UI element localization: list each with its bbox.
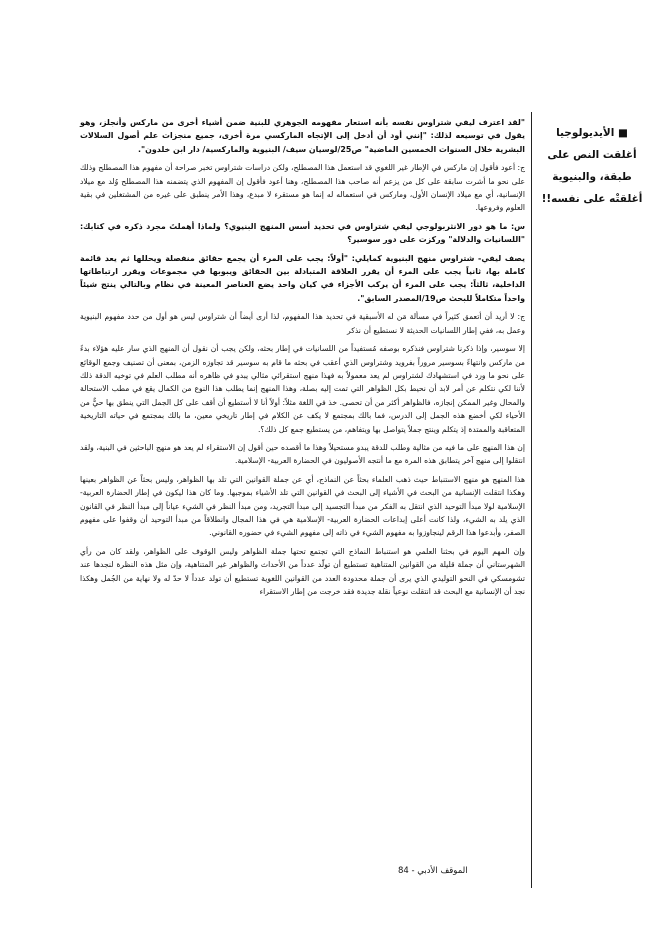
answer-paragraph: ج: أعود فأقول إن ماركس في الإطار غير اللغوي قد استعمل هذا المصطلح، ولكن دراسات شتراوس تخبر صراحة أن مفهوم هذا المصطلح وذلك على نحو ما أشرت سابقة على كل من يزعم أنه صاحب هذا المصطلح، وهنا أعود فأقول إن المفهوم الذي يتضمنه هذا المصطلح وُلد مع ميلاد الإنسانية، أي مع ميلاد الإنسان الأول، وماركس في استعماله له إنما هو مستقرء لا مبدع، وهذا الأمر ينطبق على غيره من المشتغلين في بقية العلوم وفروعها. (80, 163, 525, 213)
quote-paragraph: "لقد اعترف ليفي شتراوس نفسه بأنه استعار مفهومه الجوهري للبنية ضمن أشياء أخرى من ماركس وأنجلز، وهو يقول في توسيعه لذلك: "إنني أود أن أدخل إلى الإتجاه الماركسي مرة أخرى، جميع منجزات علم أصول السلالات البشرية خلال السنوات الخمسين الماضية" ص25/لوسيان سيف/ البنيوية والماركسية/ دار ابن خلدون". (80, 118, 525, 154)
sidebar-line: أغلقت النص على (547, 149, 637, 161)
column-divider (531, 112, 532, 888)
body-paragraph: إلا سوسير، وإذا ذكرنا شتراوس فنذكره بوصفه مُستفيداً من اللسانيات في إطار بحثه، ولكن يجب أن نقول أن المنهج الذي سار عليه هؤلاء بدءً من ماركس وانتهاءً بسوسير مروراً بفرويد وشتراوس الذي أعقب في بحثه ما قام به سوسير قد تجاوزه الزمن، بمعنى أن تصنيف وجمع الوقائع على نحو ما ورد في استشهادك لشتراوس لم يعد معمولاً به فهذا منهج استقرائي مثالي يبدو في ظاهره أنه مطلب العلم في توخيه الدقة ذلك لأننا لكي نتكلم عن أمر لابد أن نحيط بكل الظواهر التي تمت إليه بصلة، وهذا المنهج إنما يطلب هذا النوع من الكمال يقع في مطب الاستحالة والمحال وغير الممكن إنجازه، فالظواهر أكثر من أن تحصى. خذ في اللغة مثلاً: أولاً أنا لا أستطيع أن أقف على كل الجمل التي ينطق بها حيٌّ من الأحياء لكي أخضع هذه الجمل إلى الدرس، فما بالك بمجتمع لا يكف عن الكلام في إطار تاريخي معين، ما بالك بمجتمع في حياته التاريخية المتعاقبة والممتدة إذ يتكلم وينتج جملاً يتواصل بها ويتفاهم، من يستطيع جمع كل ذلك؟. (80, 344, 525, 434)
quote-paragraph: يصف ليفي- شتراوس منهج البنيوية كمايلي: "أولاً: يجب على المرء أن يجمع حقائق منفصلة ويحللها ثم يعد قائمة كاملة بها، ثانياً يجب على المرء أن يقرر العلاقة المتبادلة بين الحقائق ويبوبها في مجموعات ويقرر ارتباطاتها الداخلية، ثالثاً: يجب على المرء أن يركب الأجزاء في كيان واحد يضع العناصر المعينة في نظام وبالتالي ينتج شيئاً واحداً متكاملاً للبحث ص19/المصدر السابق". (80, 253, 525, 303)
sidebar-line: ■ الأيديولوجيا (556, 127, 628, 139)
sidebar-callout (538, 122, 646, 210)
question-paragraph: س: ما هو دور الانثربولوجي ليفي شتراوس في تحديد أسس المنهج البنيوي؟ ولماذا أهملتَ مجرد ذكره في كتابك: "اللسانيات والدلالة" وركزت على دور سوسير؟ (80, 221, 525, 245)
sidebar-line: أغلقتْه على نفسه!! (541, 193, 643, 205)
body-paragraph: هذا المنهج هو منهج الاستنباط حيث ذهب العلماء بحثاً عن النماذج، أي عن جملة القوانين التي تلد بها الظواهر، وليس بحثاً عن الظواهر بعينها وهكذا انتقلت الإنسانية من البحث في الأشياء إلى البحث في القوانين التي تلد الأشياء بموجبها. وما كان هذا ليكون في إطار الحضارة العربية- الإسلامية لولا مبدأ التوحيد الذي انتقل به الفكر من مبدأ التجسيد إلى مبدأ التجريد، ومن مبدأ النظر في الشيء عياناً إلى مبدأ النظر في القانون الذي يلد به الشيء، ولذا كانت أعلى إبداعات الحضارة العربية- الإسلامية هي في هذا المجال وانطلاقاً من مبدأ التوحيد أن وقفوا على مفهوم الصفر، وأبدعوا هذا الرقم لينجاوزوا به مفهوم الشيء في ذاته إلى مفهوم الشيء في حضوره القانوني. (80, 474, 525, 538)
answer-paragraph: ج: لا أريد أن أتعمق كثيراً في مسألة مَن له الأسبقية في تحديد هذا المفهوم، لذا أرى أيضاً أن شتراوس ليس هو أول من حدد مفهوم البنيوية وعمل به، ففي إطار اللسانيات الحديثة لا نستطيع أن نذكر (80, 312, 525, 335)
body-paragraph: إن هذا المنهج على ما فيه من مثالية وطلب للدقة يبدو مستحيلاً وهذا ما أقصده حين أقول إن الاستقراء لم يعد هو منهج الباحثين في البنية، ولقد انتقلوا إلى منهج آخر يتطابق هذه المرة مع ما أنتجه الأصوليون في الحضارة العربية- الإسلامية. (80, 442, 525, 466)
sidebar-line: طبقة، والبنيوية (552, 171, 632, 183)
article-body (80, 116, 525, 603)
body-paragraph: وإن المهم اليوم في بحثنا العلمي هو استنباط النماذج التي تجتمع تحتها جملة الظواهر وليس الوقوف على الظواهر، ولقد كان من رأي الشهرستاني أن جملة قليلة من القوانين المتناهية تستطيع أن تولّد عدداً من الأحداث والظواهر غير المتناهية، وإن مثل هذه النظرة لنجدها عند تشومسكي في النحو التوليدي الذي يرى أن جملة محدودة العدد من القوانين اللغوية تستطيع أن تولد عدداً لا حدّ له ولا نهاية من الجُمل وهكذا نجد أن الإنسانية مع البحث قد انتقلت نوعياً نقلة جديدة فقد خرجت من إطار الاستقراء (80, 546, 525, 596)
page-footer: الموقف الأدبي - 84 (398, 866, 468, 876)
